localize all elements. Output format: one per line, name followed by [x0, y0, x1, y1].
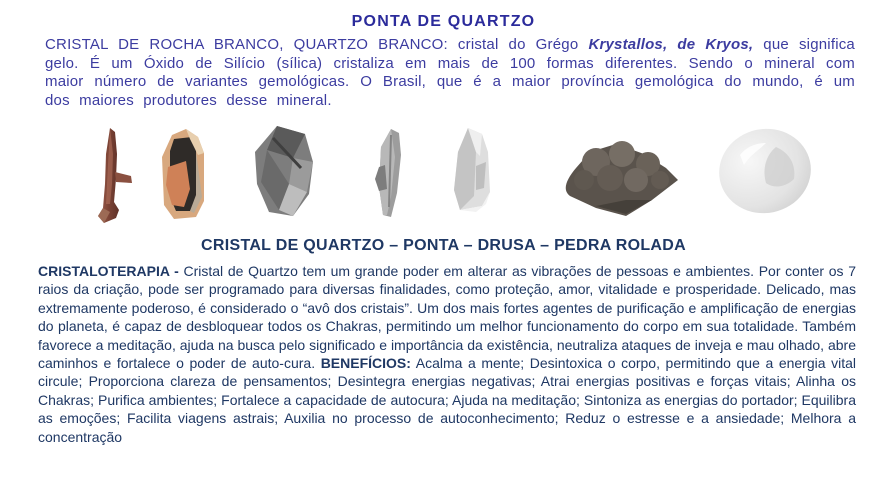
- intro-text-end: que significa gelo. É um Óxido de Silício (sílica) cristaliza em mais de 100 formas diferentes. Sendo o mineral com maior número de variantes gemológicas. O Brasil, que é a maior província gemológica do mundo, é um dos maiores produtores desse mineral.: [45, 36, 855, 109]
- section-heading: CRISTAL DE QUARTZO – PONTA – DRUSA – PEDRA ROLADA: [201, 237, 686, 254]
- crystal-gallery: [0, 118, 887, 232]
- gray-quartz-sliver-image: [361, 127, 407, 221]
- smoky-quartz-chunk-image: [253, 124, 317, 223]
- tumbled-quartz-stone-image: [716, 125, 814, 217]
- quartz-drusa-cluster-image: [556, 128, 684, 220]
- intro-greek-terms: Krystallos, de Kryos,: [588, 36, 754, 53]
- body-paragraph: [38, 262, 856, 446]
- intro-text-start: CRISTAL DE ROCHA BRANCO, QUARTZO BRANCO: cristal do Grégo: [45, 36, 579, 53]
- cristaloterapia-label: CRISTALOTERAPIA -: [38, 263, 179, 279]
- page-title: PONTA DE QUARTZO: [351, 13, 536, 30]
- orange-striped-quartz-point-image: [152, 127, 214, 223]
- intro-paragraph: [45, 36, 855, 110]
- cristaloterapia-text: Cristal de Quartzo tem um grande poder em alterar as vibrações de pessoas e ambientes. Por conter os 7 raios da criação, pode ser programado para diversas finalidades, como proteção, amor, vitalidade e prosperidade. Delicado, mas extremamente poderoso, é considerado o “avô dos cristais”. Um dos mais fortes agentes de purificação e amplificação de energias do planeta, é capaz de desbloquear todos os Chakras, permitindo um melhor funcionamento do corpo em sua totalidade. Também favorece a meditação, ajuda na busca pelo significado e importância da existência, neutraliza ataques de inveja e mau olhado, abre caminhos e fortalece o poder de auto-cura.: [38, 263, 857, 372]
- clear-quartz-point-image: [446, 126, 502, 214]
- beneficios-label: BENEFÍCIOS:: [320, 355, 411, 372]
- beneficios-text: Acalma a mente; Desintoxica o corpo, permitindo que a energia vital circule; Proporciona clareza de pensamentos; Desintegra energias negativas; Atrai energias positivas e forças vitais; Alinha os Chakras; Purifica ambientes; Fortalece a capacidade de autocura; Ajuda na meditação; Sintoniza as energias do portador; Equilibra as emoções; Facilita viagens astrais; Auxilia no processo de autoconhecimento; Reduz o estresse e a ansiedade; Melhora a concentração: [38, 355, 856, 445]
- red-quartz-point-image: [86, 124, 136, 229]
